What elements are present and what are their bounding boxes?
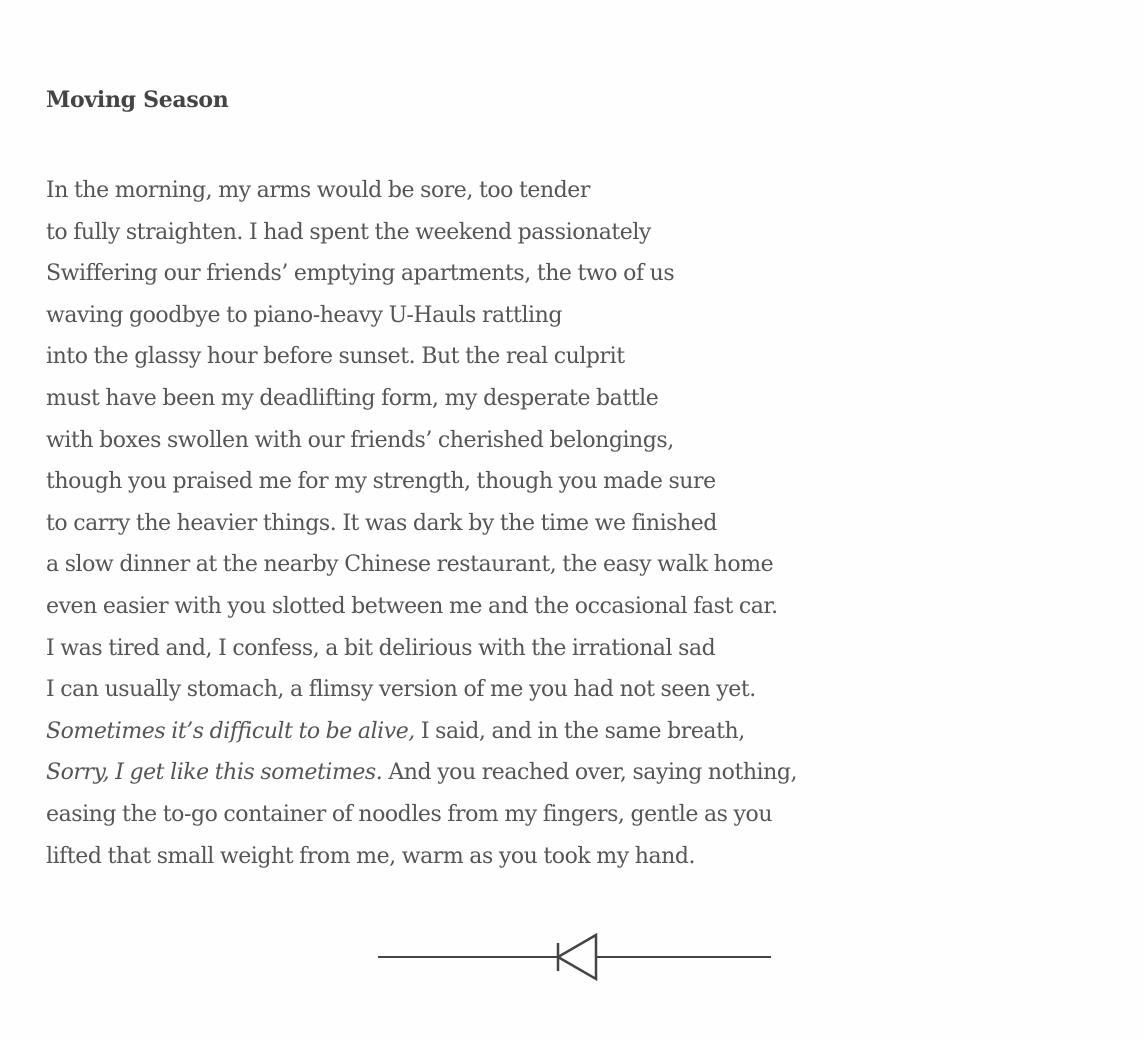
poem-line xyxy=(46,544,1106,586)
poem-line xyxy=(46,669,1106,711)
poem-line xyxy=(46,503,1106,545)
poem-container xyxy=(46,84,1106,877)
poem-line xyxy=(46,711,1106,753)
poem-line-text: a slow dinner at the nearby Chinese restaurant, the easy walk home xyxy=(46,552,774,578)
poem-line xyxy=(46,295,1106,337)
poem-line xyxy=(46,170,1106,212)
poem-line xyxy=(46,794,1106,836)
poem-line xyxy=(46,752,1106,794)
poem-line-text: to fully straighten. I had spent the weekend passionately xyxy=(46,219,651,245)
arrow-left-divider-icon xyxy=(378,930,772,984)
poem-line xyxy=(46,420,1106,462)
poem-line-text: I said, and in the same breath, xyxy=(414,718,745,744)
poem-line-text: waving goodbye to piano-heavy U-Hauls rattling xyxy=(46,302,562,328)
poem-line-text: must have been my deadlifting form, my desperate battle xyxy=(46,385,659,411)
poem-line xyxy=(46,586,1106,628)
poem-line-text: In the morning, my arms would be sore, too tender xyxy=(46,178,590,203)
poem-line-italic: Sometimes it’s difficult to be alive, xyxy=(46,718,415,744)
poem-line-italic: Sorry, I get like this sometimes. xyxy=(46,760,383,786)
poem-line-text: I was tired and, I confess, a bit delirious with the irrational sad xyxy=(46,635,716,661)
poem-line-text: Swiffering our friends’ emptying apartments, the two of us xyxy=(46,261,675,287)
poem-line-text: to carry the heavier things. It was dark by the time we finished xyxy=(46,510,717,536)
poem-line xyxy=(46,461,1106,503)
poem-line xyxy=(46,336,1106,378)
poem-line xyxy=(46,378,1106,420)
poem-body xyxy=(46,170,1106,877)
poem-line-text: I can usually stomach, a flimsy version of me you had not seen yet. xyxy=(46,677,756,703)
poem-line xyxy=(46,253,1106,295)
poem-line xyxy=(46,836,1106,878)
poem-line xyxy=(46,628,1106,670)
poem-line-text: And you reached over, saying nothing, xyxy=(382,760,798,786)
poem-line-text: lifted that small weight from me, warm as you took my hand. xyxy=(46,843,696,869)
poem-line-text: easing the to-go container of noodles from my fingers, gentle as you xyxy=(46,801,773,827)
poem-line xyxy=(46,212,1106,254)
poem-title: Moving Season xyxy=(46,87,229,113)
poem-line-text: with boxes swollen with our friends’ cherished belongings, xyxy=(46,427,674,453)
poem-line-text: even easier with you slotted between me and the occasional fast car. xyxy=(46,593,778,619)
poem-line-text: into the glassy hour before sunset. But the real culprit xyxy=(46,344,625,370)
poem-line-text: though you praised me for my strength, though you made sure xyxy=(46,469,716,495)
